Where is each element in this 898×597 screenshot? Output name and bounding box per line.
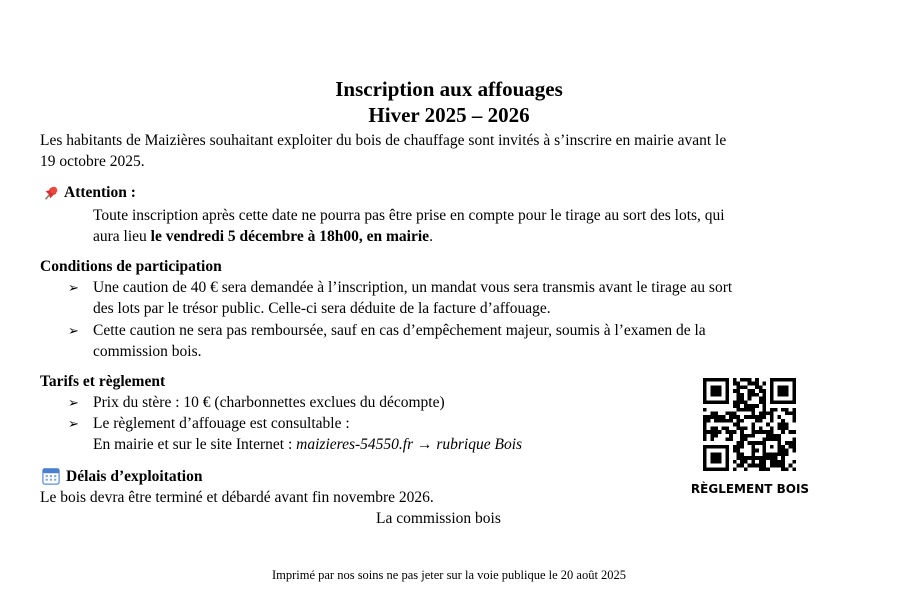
- qr-code-label: RÈGLEMENT BOIS: [690, 482, 810, 496]
- pushpin-icon: [42, 184, 60, 202]
- qr-code-image[interactable]: [703, 378, 796, 471]
- conditions-heading: Conditions de participation: [40, 258, 222, 275]
- conditions-item-1-line-2: des lots par le trésor public. Celle-ci sera déduite de la facture d’affouage.: [93, 300, 551, 317]
- attention-date: le vendredi 5 décembre à 18h00, en mairie: [150, 228, 430, 245]
- page-subtitle: Hiver 2025 – 2026: [368, 103, 530, 127]
- attention-heading: Attention :: [64, 184, 136, 201]
- conditions-item-2-line-2: commission bois.: [93, 343, 202, 360]
- bullet-arrow-icon: ➢: [68, 280, 79, 295]
- calendar-icon: [42, 467, 60, 485]
- tarifs-sub-prefix: En mairie et sur le site Internet :: [93, 436, 297, 453]
- tarifs-heading: Tarifs et règlement: [40, 373, 166, 390]
- conditions-item-2-line-1: Cette caution ne sera pas remboursée, sauf en cas d’empêchement majeur, soumis à l’examen de la: [93, 322, 706, 339]
- bullet-arrow-icon: ➢: [68, 323, 79, 338]
- footer-note: Imprimé par nos soins ne pas jeter sur la voie publique le 20 août 2025: [271, 568, 627, 582]
- intro-line-2: 19 octobre 2025.: [40, 153, 145, 170]
- conditions-item-1-line-1: Une caution de 40 € sera demandée à l’inscription, un mandat vous sera transmis avant le tirage au sort: [93, 279, 733, 296]
- bullet-arrow-icon: ➢: [68, 416, 79, 431]
- attention-line-2-suffix: .: [429, 228, 433, 245]
- signature: La commission bois: [376, 510, 501, 527]
- delais-heading: Délais d’exploitation: [66, 468, 203, 485]
- intro-line-1: Les habitants de Maizières souhaitant exploiter du bois de chauffage sont invités à s’inscrire en mairie avant le: [40, 132, 727, 149]
- tarifs-item-1: Prix du stère : 10 € (charbonnettes exclues du décompte): [93, 394, 445, 411]
- attention-line-2: [93, 226, 433, 247]
- delais-text: Le bois devra être terminé et débardé avant fin novembre 2026.: [40, 489, 434, 506]
- attention-line-2-prefix: aura lieu: [93, 228, 151, 245]
- attention-line-1: Toute inscription après cette date ne pourra pas être prise en compte pour le tirage au sort des lots, qui: [93, 207, 725, 224]
- tarifs-item-2-sub: [93, 434, 522, 455]
- tarifs-item-2: Le règlement d’affouage est consultable :: [93, 415, 350, 432]
- page-title: Inscription aux affouages: [335, 77, 563, 101]
- bullet-arrow-icon: ➢: [68, 395, 79, 410]
- website-link[interactable]: maizieres-54550.fr → rubrique Bois: [296, 436, 523, 453]
